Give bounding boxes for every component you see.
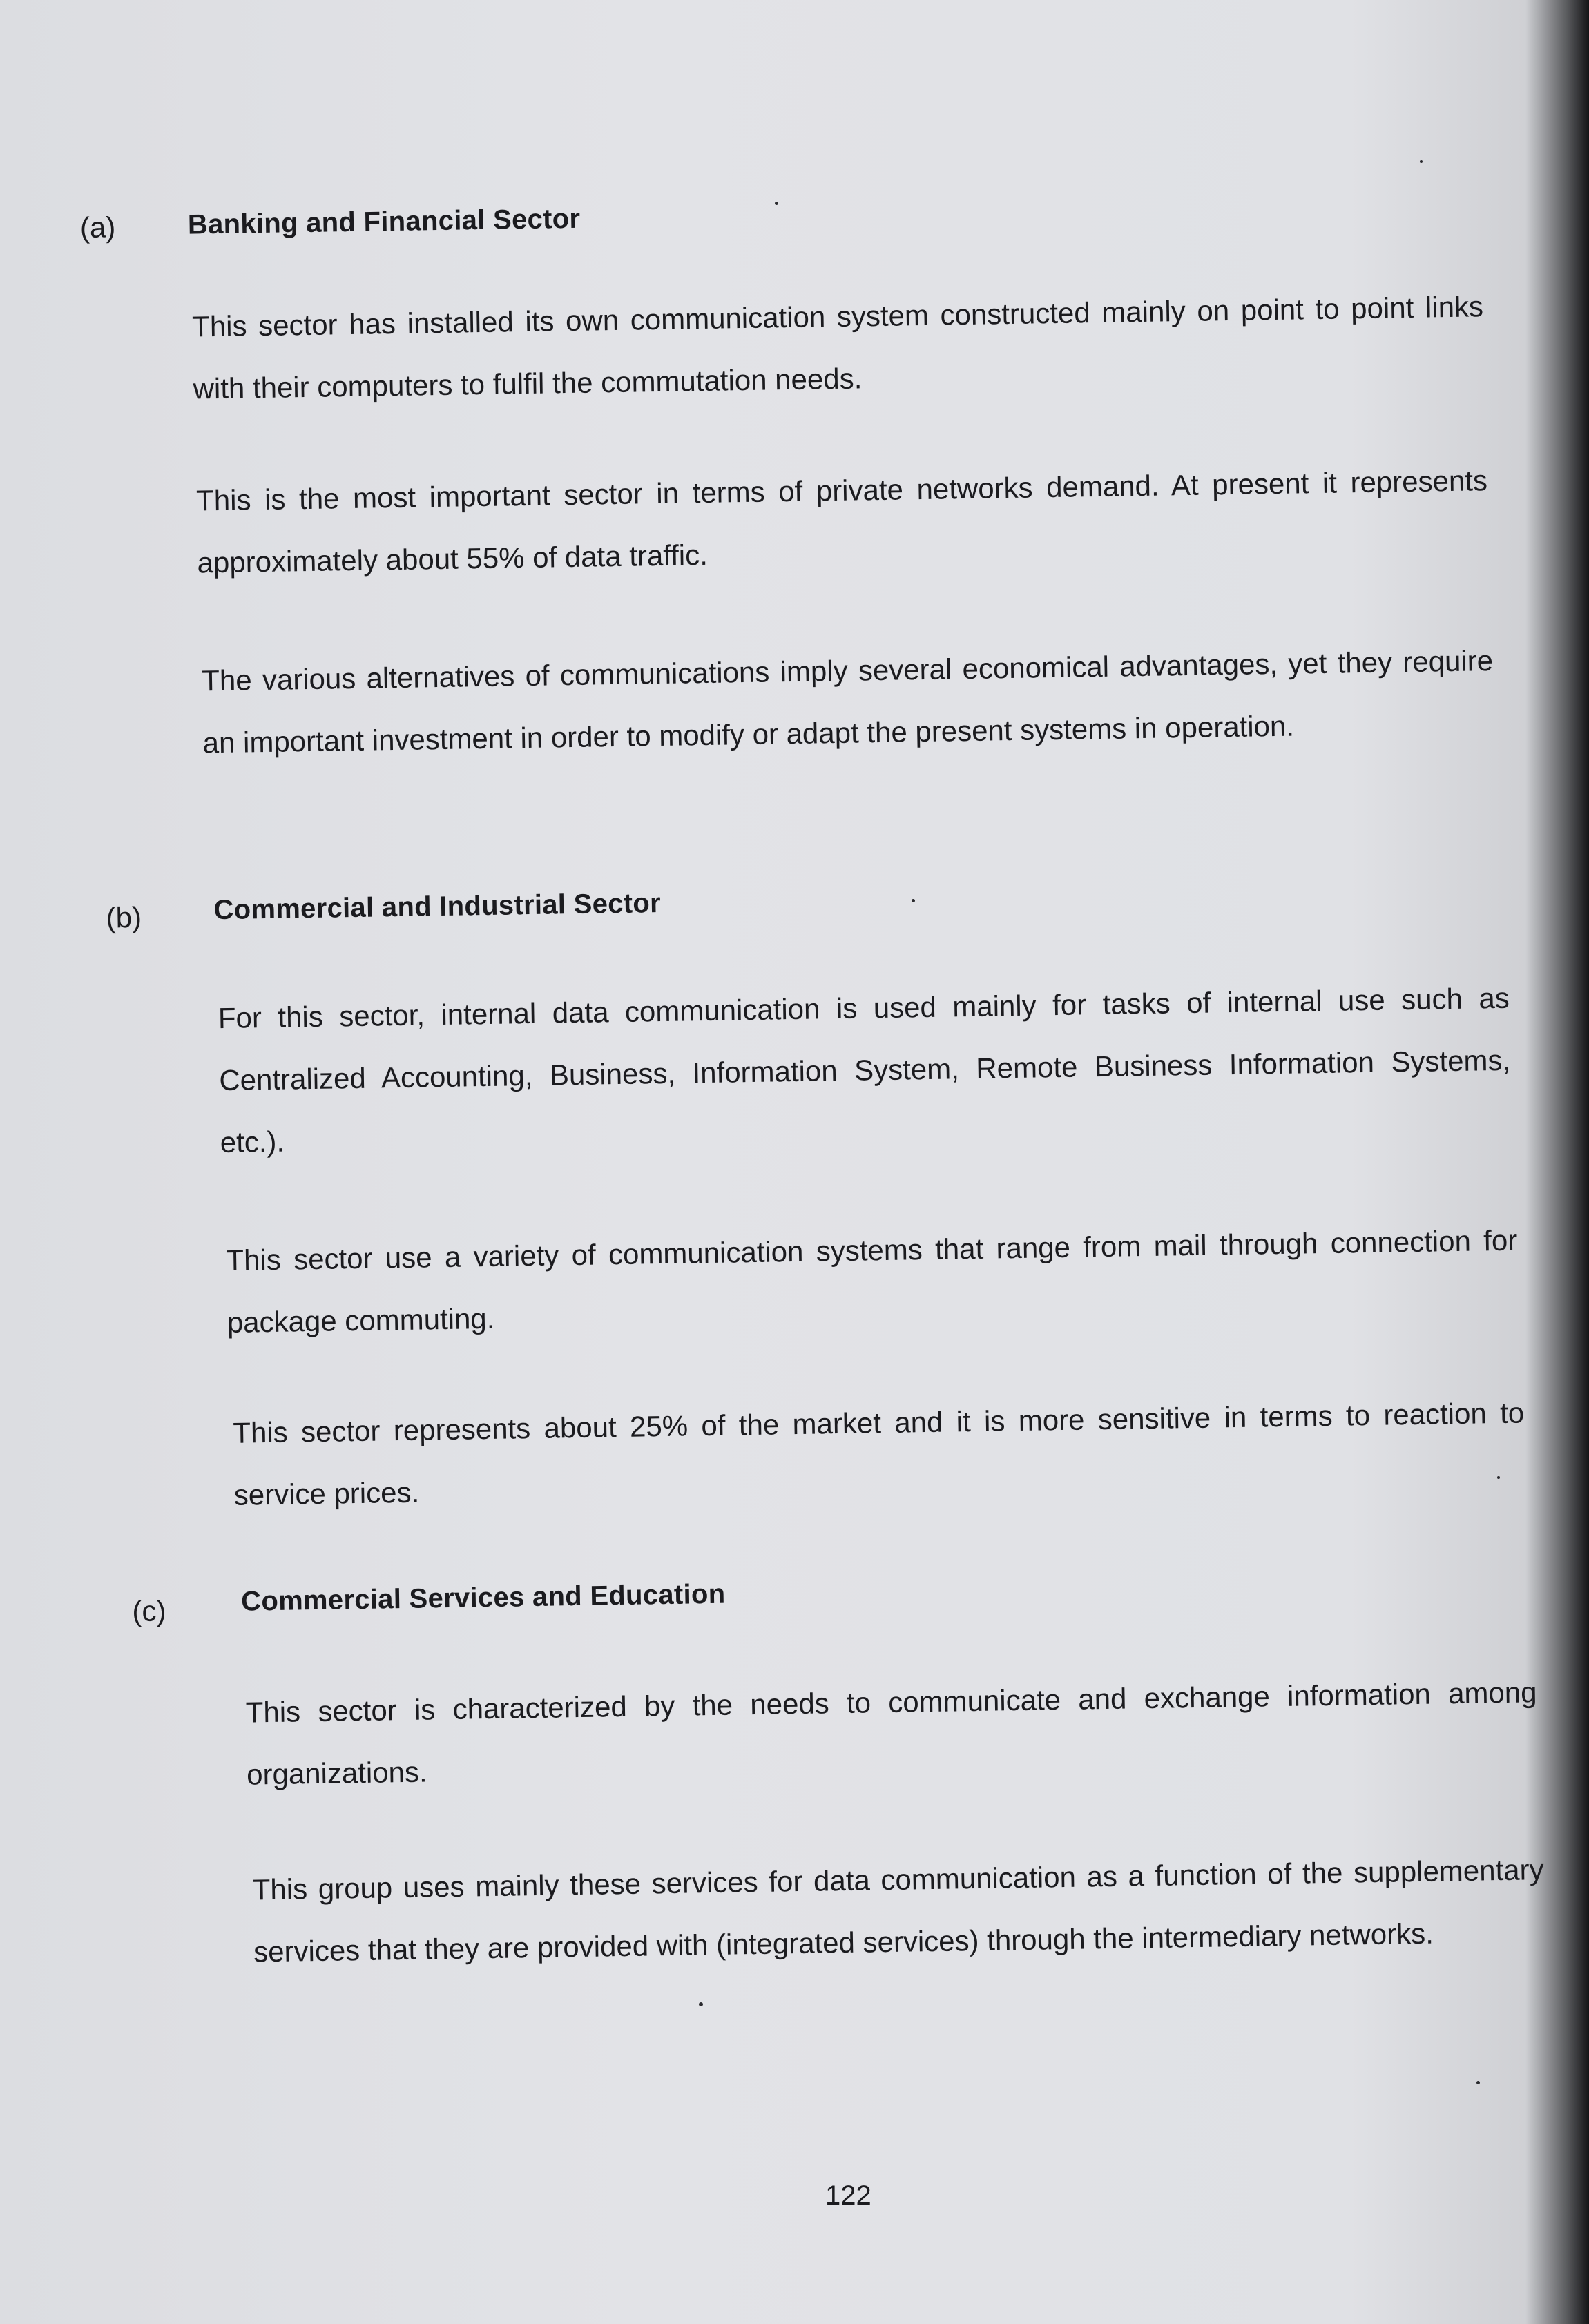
section-a-paragraph-2: This is the most important sector in terms of private networks demand. At present it represents approximately about 55% of data traffic. <box>195 464 1488 579</box>
page-number: 122 <box>825 2180 871 2211</box>
scan-speck <box>912 899 915 902</box>
section-b-paragraph-3: This sector represents about 25% of the market and it is more sensitive in terms to reaction to service prices. <box>232 1396 1525 1511</box>
section-c-paragraph-2: This group uses mainly these services for data communication as a function of the supplementary services that they are provided with (integrated services) through the intermediary networks. <box>252 1853 1544 1968</box>
section-c-heading: Commercial Services and Education <box>240 1578 726 1617</box>
scan-speck <box>1420 160 1423 163</box>
section-a-paragraph-1: This sector has installed its own communication system constructed mainly on point to point links with their computers to fulfil the commutation needs. <box>191 290 1484 405</box>
section-c-label: (c) <box>132 1594 166 1628</box>
section-b-label: (b) <box>106 900 142 934</box>
scan-speck <box>1476 2081 1480 2084</box>
section-b-paragraph-2: This sector use a variety of communication systems that range from mail through connection for package commuting. <box>226 1223 1518 1339</box>
section-a-heading: Banking and Financial Sector <box>187 203 581 240</box>
section-a-label: (a) <box>79 211 116 244</box>
scan-speck <box>699 2002 703 2006</box>
section-b-paragraph-1: For this sector, internal data communication is used mainly for tasks of internal use such as Centralized Accounting, Business, Information System, Remote Business Information Systems, etc.). <box>218 981 1511 1159</box>
scan-speck <box>775 202 778 205</box>
scan-speck <box>1497 1476 1500 1479</box>
section-a-paragraph-3: The various alternatives of communications imply several economical advantages, yet they require an important investment in order to modify or adapt the present systems in operation. <box>201 644 1494 759</box>
section-c-paragraph-1: This sector is characterized by the needs to communicate and exchange information among organizations. <box>245 1676 1537 1791</box>
section-b-heading: Commercial and Industrial Sector <box>213 887 662 926</box>
